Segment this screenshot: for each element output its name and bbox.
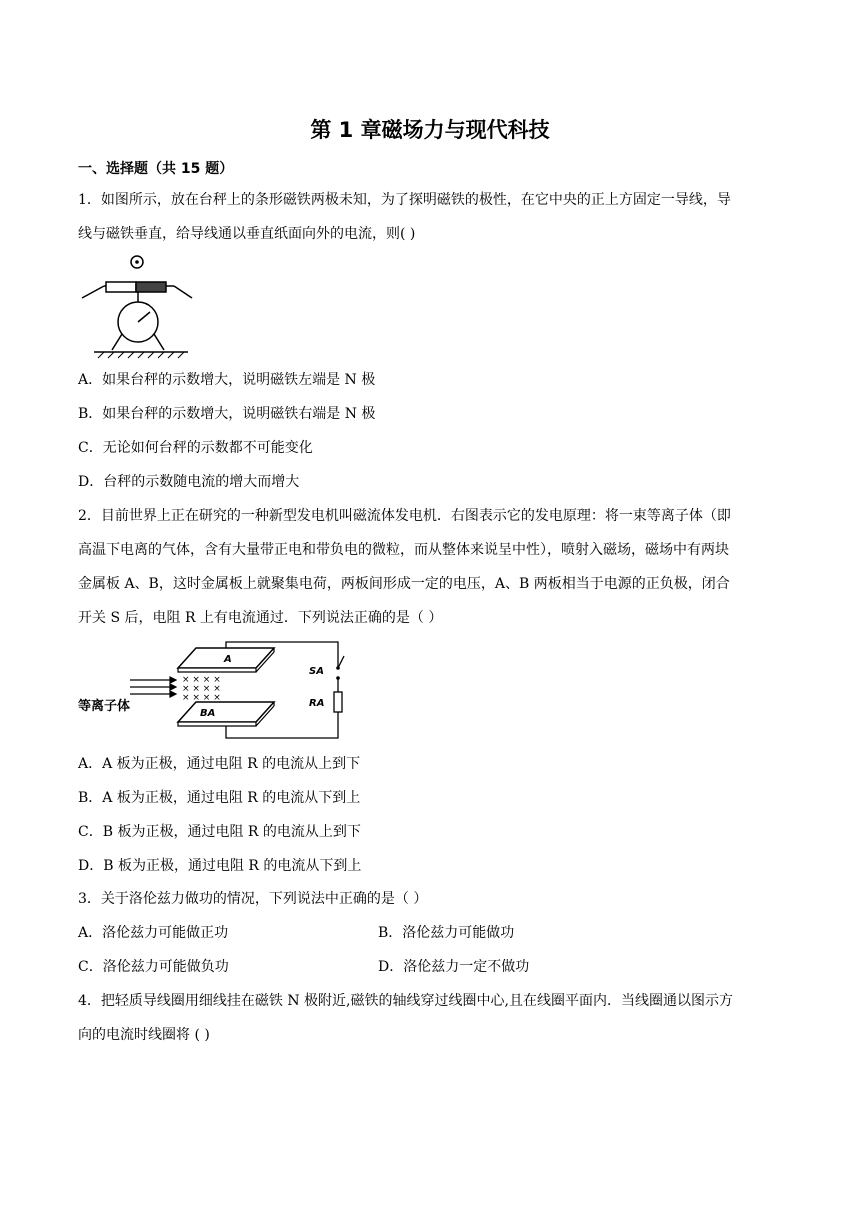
mhd-generator-figure xyxy=(78,638,358,742)
q2-option-b: B．A 板为正极，通过电阻 R 的电流从下到上 xyxy=(78,790,361,806)
page-title: 第 1 章磁场力与现代科技 xyxy=(310,118,550,142)
field-marks xyxy=(182,675,221,703)
q1-option-c: C．无论如何台秤的示数都不可能变化 xyxy=(78,440,313,456)
q3-option-a: A．洛伦兹力可能做正功 xyxy=(78,925,229,941)
q3-option-c: C．洛伦兹力可能做负功 xyxy=(78,959,229,975)
svg-text:× × × ×: × × × × xyxy=(182,684,221,694)
q2-option-c: C．B 板为正极，通过电阻 R 的电流从上到下 xyxy=(78,824,361,840)
plate-a-label: A xyxy=(224,654,232,665)
plasma-arrows xyxy=(130,677,176,697)
q1-option-b: B．如果台秤的示数增大，说明磁铁右端是 N 极 xyxy=(78,406,376,422)
q1-option-d: D．台秤的示数随电流的增大而增大 xyxy=(78,474,300,490)
q2-stem-line-4: 开关 S 后，电阻 R 上有电流通过．下列说法正确的是（ ） xyxy=(78,610,443,626)
q3-option-b: B．洛伦兹力可能做功 xyxy=(378,925,515,941)
q1-stem-line-2: 线与磁铁垂直，给导线通以垂直纸面向外的电流，则( ) xyxy=(78,226,416,242)
q2-option-d: D．B 板为正极，通过电阻 R 的电流从下到上 xyxy=(78,858,362,874)
section-heading: 一、选择题（共 15 题） xyxy=(78,161,234,177)
q3-option-d: D．洛伦兹力一定不做功 xyxy=(378,959,530,975)
q2-option-a: A．A 板为正极，通过电阻 R 的电流从上到下 xyxy=(78,756,361,772)
q3-stem: 3．关于洛伦兹力做功的情况，下列说法中正确的是（ ） xyxy=(78,891,428,907)
switch-label: SA xyxy=(309,666,324,677)
plate-b-label: BA xyxy=(200,708,216,719)
q2-stem-line-1: 2．目前世界上正在研究的一种新型发电机叫磁流体发电机．右图表示它的发电原理：将一束等离子体（即 xyxy=(78,508,731,524)
q2-stem-line-2: 高温下电离的气体，含有大量带正电和带负电的微粒，而从整体来说呈中性），喷射入磁场，磁场中有两块 xyxy=(78,542,729,558)
scale-magnet-figure xyxy=(78,250,198,360)
q1-stem-line-1: 1．如图所示，放在台秤上的条形磁铁两极未知，为了探明磁铁的极性，在它中央的正上方固定一导线，导 xyxy=(78,192,731,208)
plasma-label: 等离子体 xyxy=(78,699,131,714)
q2-stem-line-3: 金属板 A、B，这时金属板上就聚集电荷，两板间形成一定的电压，A、B 两板相当于电源的正负极，闭合 xyxy=(78,576,730,592)
q1-option-a: A．如果台秤的示数增大，说明磁铁左端是 N 极 xyxy=(78,372,376,388)
resistor-label: RA xyxy=(309,698,325,709)
q4-stem-line-1: 4．把轻质导线圈用细线挂在磁铁 N 极附近,磁铁的轴线穿过线圈中心,且在线圈平面内．当线圈通以图示方 xyxy=(78,993,733,1009)
q4-stem-line-2: 向的电流时线圈将 ( ) xyxy=(78,1027,210,1043)
svg-text:× × × ×: × × × × xyxy=(182,693,221,703)
svg-text:× × × ×: × × × × xyxy=(182,675,221,685)
